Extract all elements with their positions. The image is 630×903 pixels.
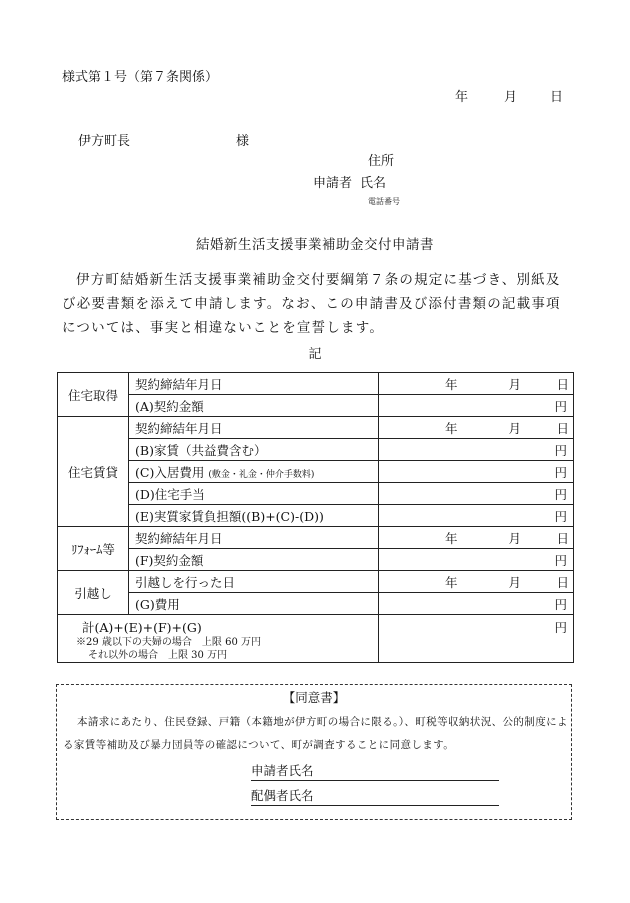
expense-table	[57, 372, 574, 663]
date-field[interactable]: 年 月 日	[379, 373, 574, 395]
consent-box	[56, 684, 572, 820]
category-housing-rent: 住宅賃貸	[58, 417, 129, 527]
amount-field[interactable]: 円	[379, 483, 574, 505]
table-row	[58, 593, 574, 615]
name-label: 氏名	[360, 176, 387, 191]
table-row	[58, 527, 574, 549]
table-row	[58, 461, 574, 483]
total-cell	[58, 615, 379, 663]
amount-field[interactable]: 円	[379, 439, 574, 461]
ki-heading: 記	[308, 347, 322, 362]
date-field[interactable]: 年 月 日	[379, 527, 574, 549]
honorific: 様	[236, 134, 250, 149]
consent-text: 本請求にあたり、住民登録、戸籍（本籍地が伊方町の場合に限る。）、町税等収納状況、公的制度による家賃等補助及び暴力団員等の確認について、町が調査することに同意します。	[63, 716, 568, 751]
row-label: (F)契約金額	[129, 549, 379, 571]
document-title: 結婚新生活支援事業補助金交付申請書	[196, 237, 434, 253]
amount-field[interactable]: 円	[379, 505, 574, 527]
row-label: 契約締結年月日	[129, 373, 379, 395]
spouse-signature-line[interactable]: 配偶者氏名	[251, 786, 499, 806]
row-label: (D)住宅手当	[129, 483, 379, 505]
date-field[interactable]: 年 月 日	[379, 417, 574, 439]
category-reform: ﾘﾌｫｰﾑ等	[58, 527, 129, 571]
declaration-text: 伊方町結婚新生活支援事業補助金交付要綱第７条の規定に基づき、別紙及び必要書類を添えて申請します。なお、この申請書及び添付書類の記載事項については、事実と相違ないことを宣誓します。	[62, 272, 561, 336]
row-label: (B)家賃（共益費含む）	[129, 439, 379, 461]
amount-field[interactable]: 円	[379, 395, 574, 417]
row-label: (G)費用	[129, 593, 379, 615]
applicant-signature-line[interactable]: 申請者氏名	[251, 761, 499, 781]
table-row	[58, 571, 574, 593]
table-row	[58, 373, 574, 395]
table-row	[58, 483, 574, 505]
amount-field[interactable]: 円	[379, 549, 574, 571]
consent-title: 【同意書】	[282, 690, 346, 705]
header-day-label: 日	[550, 90, 564, 105]
phone-label: 電話番号	[368, 197, 400, 206]
applicant-label: 申請者	[313, 176, 353, 191]
row-label: (E)実質家賃負担額((B)+(C)-(D))	[129, 505, 379, 527]
table-row	[58, 549, 574, 571]
total-amount-field[interactable]: 円	[379, 615, 574, 663]
addressee: 伊方町長	[78, 134, 131, 149]
amount-field[interactable]: 円	[379, 593, 574, 615]
address-label: 住所	[368, 154, 395, 169]
table-row	[58, 615, 574, 663]
row-label: (C)入居費用 (敷金・礼金・仲介手数料)	[129, 461, 379, 483]
limit-note-1: ※29 歳以下の夫婦の場合 上限 60 万円	[76, 637, 261, 648]
row-label-note: (敷金・礼金・仲介手数料)	[208, 469, 315, 480]
date-field[interactable]: 年 月 日	[379, 571, 574, 593]
row-label: (A)契約金額	[129, 395, 379, 417]
limit-note-2: それ以外の場合 上限 30 万円	[88, 650, 228, 661]
row-label: 契約締結年月日	[129, 417, 379, 439]
form-number: 様式第１号（第７条関係）	[62, 70, 219, 85]
amount-field[interactable]: 円	[379, 461, 574, 483]
table-row	[58, 505, 574, 527]
header-year-label: 年	[455, 90, 469, 105]
header-month-label: 月	[504, 90, 518, 105]
row-label: 引越しを行った日	[129, 571, 379, 593]
row-label: 契約締結年月日	[129, 527, 379, 549]
table-row	[58, 395, 574, 417]
total-label: 計(A)+(E)+(F)+(G)	[82, 620, 202, 635]
category-moving: 引越し	[58, 571, 129, 615]
table-row	[58, 439, 574, 461]
category-housing-purchase: 住宅取得	[58, 373, 129, 417]
applicant-block	[313, 172, 386, 191]
table-row	[58, 417, 574, 439]
